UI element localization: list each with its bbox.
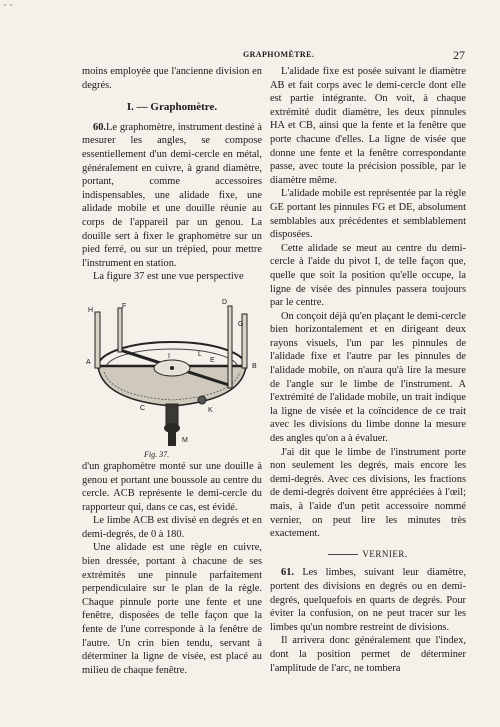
measurement-paragraph: On conçoit déjà qu'en plaçant le demi-cercle bien horizontalement et en dirigeant deux rayons visuels, l'un par les pinnules de l'alidade fixe et l'autre par les pinnules de l'alidade mobile, on n'aura qu'à lire la mesure de l'angle sur le limbe de l'instrument. A l'extrémité de l'alidade mobile, un trait indique la ligne de visée et la coïncidence de ce trait avec les divisions du limbe donne la mesure des angles qu'on a à évaluer. xyxy=(270,310,466,445)
alidade-paragraph: Une alidade est une règle en cuivre, bien dressée, portant à chacune de ses extrémités une pinnule parfaitement perpendiculaire sur le plan de la règle. Chaque pinnule porte une fente et une fenêtre, disposées de telle façon que la fente de l'une corresponde à la fenêtre de l'autre. Un crin bien tendu, servant à déterminer la ligne de visée, est placé au milieu de chaque fenêtre. xyxy=(82,542,262,676)
section-title-graphometre: I. — Graphomètre. xyxy=(126,101,218,114)
figure-label-m: M xyxy=(182,436,188,444)
figure-caption: Fig. 37. xyxy=(144,449,170,459)
left-column xyxy=(82,65,262,677)
paragraph-60-text: Le graphomètre, instrument destiné à mesurer les angles, se compose essentiellement d'un demi-cercle en métal, généralement en cuivre, à grand diamètre, portant, comme accessoires indispensables, une alidade fixe, une alidade mobile et une douille réunie au corps de l'appareil par un genou. La douille sert à fixer le graphomètre sur un pied ferré, ou sur un trépied, pour mettre l'instrument en station. xyxy=(82,121,262,269)
right-column xyxy=(270,65,466,675)
limbe-paragraph: Le limbe ACB est divisé en degrés et en demi-degrés, de 0 à 180. xyxy=(82,515,262,540)
figure-label-d: D xyxy=(222,298,228,306)
figure-label-b: B xyxy=(252,362,257,370)
page-number: 27 xyxy=(453,48,465,62)
running-title: GRAPHOMÈTRE. xyxy=(243,50,315,59)
figure-label-f: F xyxy=(122,302,127,310)
figure-label-l: L xyxy=(198,350,202,358)
page-header xyxy=(0,50,500,64)
figure-37 xyxy=(82,288,262,460)
paragraph-number-61: 61. xyxy=(281,567,294,579)
paragraph-61 xyxy=(270,566,466,634)
pivot-paragraph: Cette alidade se meut au centre du demi-cercle à l'aide du pivot I, de telle façon que, quelle que soit la position qu'elle occupe, la ligne de visée des pinnules passera toujours par le centre. xyxy=(270,242,466,309)
corner-marks: ′ ′ xyxy=(4,2,13,15)
paragraph-61-text: Les limbes, suivant leur diamètre, portent des divisions en degrés ou en demi-degrés, quelquefois en quarts de degrés. Pour éviter la confusion, on ne peut tracer sur les limbes qu'un nombre restreint de divisions. xyxy=(270,567,467,633)
fixed-alidade-paragraph: L'alidade fixe est posée suivant le diamètre AB et fait corps avec le demi-cercle dont elle est partie intégrante. On voit, à chaque extrémité dudit diamètre, les deux pinnules HA et CB, ainsi que la fente et la fenêtre que porte chacune d'elles. La ligne de visée que donne une fente et la fenêtre correspondante passe, avec toute la précision possible, par le diamètre même. xyxy=(270,66,466,186)
figure-label-h: H xyxy=(88,306,94,314)
figure-label-g: G xyxy=(238,320,244,328)
last-paragraph: Il arrivera donc généralement que l'index, dont la position permet de déterminer l'amplitude de l'arc, ne tombera xyxy=(270,635,466,674)
figure-label-c: C xyxy=(140,404,146,412)
vernier-intro-paragraph: J'ai dit que le limbe de l'instrument porte non seulement les degrés, mais encore les demi-degrés. Avec ces divisions, les fractions de demi-degrés doivent être appréciées à l'œil; mais, à l'aide d'un petit accessoire nommé vernier, on peut lire les minutes très exactement. xyxy=(270,446,466,540)
paragraph-60 xyxy=(82,121,262,271)
section-divider xyxy=(328,554,358,555)
section-title-vernier xyxy=(270,548,466,562)
figure-label-a: A xyxy=(86,358,91,366)
section-title-vernier-text: VERNIER. xyxy=(362,548,408,559)
figure-intro-paragraph: La figure 37 est une vue perspective xyxy=(93,271,244,283)
figure-label-e: E xyxy=(210,356,215,364)
graphometer-illustration xyxy=(82,288,262,460)
figure-label-k: K xyxy=(208,406,213,414)
intro-paragraph: moins employée que l'ancienne division en degrés. xyxy=(82,66,262,91)
figure-description-paragraph: d'un graphomètre monté sur une douille à genou et portant une boussole au centre du cercle. ACB représente le demi-cercle du rapporteur qui, dans ce cas, est évidé. xyxy=(82,460,262,513)
paragraph-number-60: 60. xyxy=(93,121,106,133)
figure-label-i: I xyxy=(168,352,170,360)
mobile-alidade-paragraph: L'alidade mobile est représentée par la règle GE portant les pinnules FG et DE, absolument semblables aux précédentes et semblablement disposées. xyxy=(270,188,466,241)
